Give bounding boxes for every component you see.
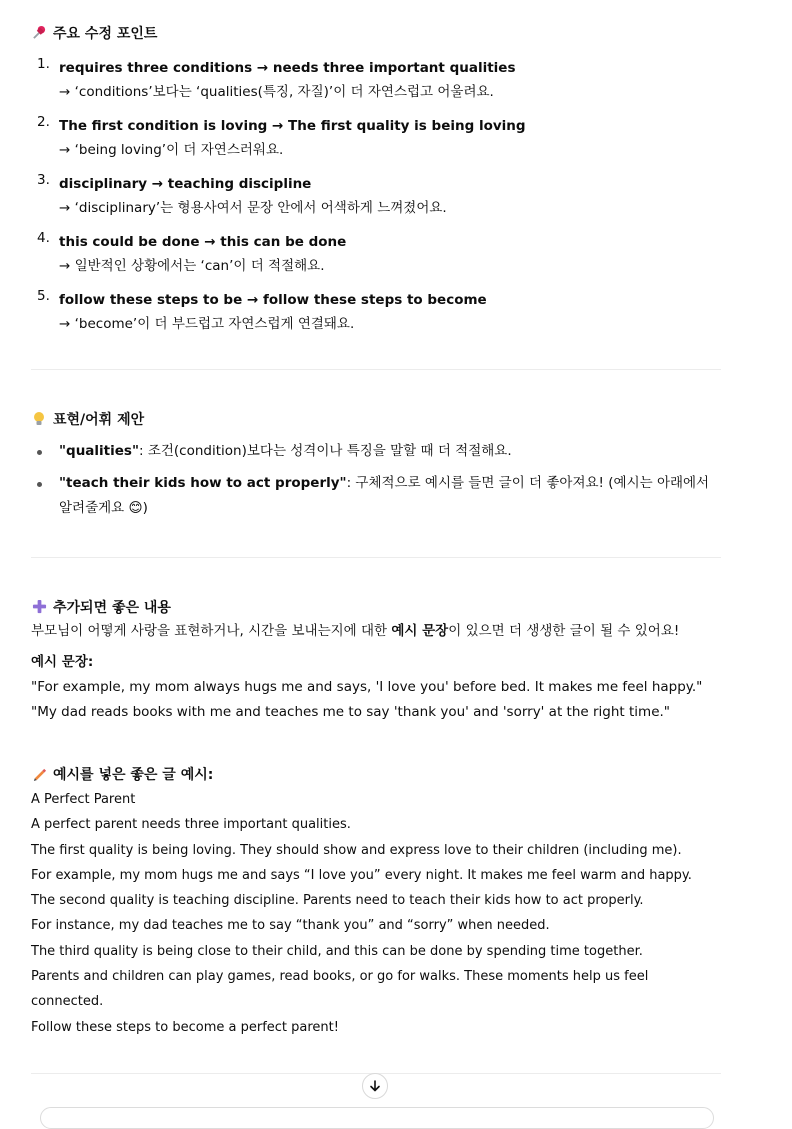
suggestions-list xyxy=(31,439,721,521)
example-sentence: "My dad reads books with me and teaches me to say 'thank you' and 'sorry' at the right time." xyxy=(31,704,670,720)
arrow-down-icon xyxy=(369,1080,381,1092)
correction-title: requires three conditions → needs three important qualities xyxy=(59,60,516,76)
section-title xyxy=(31,597,721,617)
essay-line: The third quality is being close to their child, and this can be done by spending time together. xyxy=(31,943,643,959)
intro-text-end: 이 있으면 더 생생한 글이 될 수 있어요! xyxy=(448,623,680,639)
section-title xyxy=(31,23,721,43)
section-vocab-suggestions xyxy=(31,409,721,521)
essay-line: Follow these steps to become a perfect parent! xyxy=(31,1019,339,1035)
item-number: 4. xyxy=(37,230,50,246)
correction-title: The first condition is loving → The first quality is being loving xyxy=(59,118,526,134)
correction-title: this could be done → this can be done xyxy=(59,234,347,250)
item-number: 1. xyxy=(37,56,50,72)
essay-line: Parents and children can play games, read books, or go for walks. These moments help us feel xyxy=(31,969,649,985)
suggestion-term: "qualities" xyxy=(59,443,139,459)
correction-note: → 일반적인 상황에서는 ‘can’이 더 적절해요. xyxy=(59,258,325,274)
intro-text: 부모님이 어떻게 사랑을 표현하거나, 시간을 보내는지에 대한 xyxy=(31,623,392,639)
correction-note: → ‘become’이 더 부드럽고 자연스럽게 연결돼요. xyxy=(59,316,355,332)
message-composer[interactable] xyxy=(40,1107,714,1129)
corrections-list xyxy=(31,56,721,336)
section-title-text: 주요 수정 포인트 xyxy=(53,26,158,42)
list-item xyxy=(31,471,721,521)
essay-line: A Perfect Parent xyxy=(31,792,136,807)
item-number: 2. xyxy=(37,114,50,130)
essay-line: The second quality is teaching discipline. Parents need to teach their kids how to act properly. xyxy=(31,893,644,909)
section-main-corrections xyxy=(31,23,721,336)
essay-line: The first quality is being loving. They should show and express love to their children (including me). xyxy=(31,842,682,858)
essay-line: connected. xyxy=(31,994,104,1010)
list-item xyxy=(31,230,721,278)
suggestion-term: "teach their kids how to act properly" xyxy=(59,475,347,491)
example-heading: 예시 문장: xyxy=(31,654,94,670)
correction-note: → ‘conditions’보다는 ‘qualities(특징, 자질)’이 더 자연스럽고 어울려요. xyxy=(59,84,494,100)
pushpin-icon xyxy=(31,25,47,41)
essay-line: A perfect parent needs three important qualities. xyxy=(31,817,351,833)
pencil-icon xyxy=(31,766,47,782)
section-title-text: 추가되면 좋은 내용 xyxy=(53,600,171,616)
correction-title: disciplinary → teaching discipline xyxy=(59,176,312,192)
suggestion-text: : 구체적으로 예시를 들면 글이 더 좋아져요! (예시는 아래에서 알려줄게요 😊) xyxy=(59,475,710,516)
intro-bold: 예시 문장 xyxy=(391,623,449,639)
section-title xyxy=(31,764,721,784)
correction-note: → ‘being loving’이 더 자연스러워요. xyxy=(59,142,284,158)
section-title-text: 표현/어휘 제안 xyxy=(53,412,145,428)
intro-paragraph xyxy=(31,619,721,644)
section-title-text: 예시를 넣은 좋은 글 예시: xyxy=(53,767,214,783)
correction-note: → ‘disciplinary’는 형용사여서 문장 안에서 어색하게 느껴졌어요. xyxy=(59,200,447,216)
item-number: 3. xyxy=(37,172,50,188)
list-item xyxy=(31,114,721,162)
example-sentence: "For example, my mom always hugs me and says, 'I love you' before bed. It makes me feel happy." xyxy=(31,679,703,695)
list-item xyxy=(31,56,721,104)
essay-line: For example, my mom hugs me and says “I love you” every night. It makes me feel warm and happy. xyxy=(31,867,692,883)
suggestion-text: : 조건(condition)보다는 성격이나 특징을 말할 때 더 적절해요. xyxy=(138,443,512,459)
item-number: 5. xyxy=(37,288,50,304)
divider xyxy=(31,557,721,558)
list-item xyxy=(31,172,721,220)
correction-title: follow these steps to be → follow these steps to become xyxy=(59,292,487,308)
scroll-down-button[interactable] xyxy=(362,1073,388,1099)
sample-essay-body xyxy=(31,787,721,1040)
list-item xyxy=(31,439,721,464)
lightbulb-icon xyxy=(31,411,47,427)
divider xyxy=(31,369,721,370)
essay-line: For instance, my dad teaches me to say “thank you” and “sorry” when needed. xyxy=(31,918,550,934)
section-title xyxy=(31,409,721,429)
section-sample-essay xyxy=(31,764,721,1040)
section-additional-content xyxy=(31,597,721,725)
list-item xyxy=(31,288,721,336)
sparkle-plus-icon xyxy=(31,599,47,615)
